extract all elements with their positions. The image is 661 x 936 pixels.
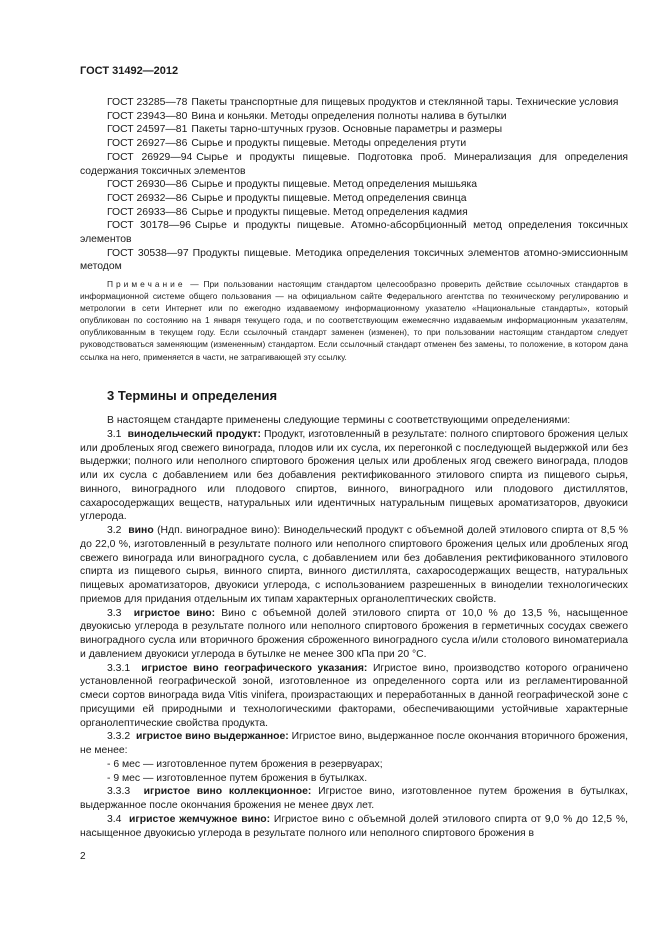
definition-text: (Ндп. виноградное вино): Винодельческий продукт с объемной долей этилового спирта от 8,5 % до 22,0 %, изготовленный в результате полного или неполного спиртового брожения целых или дробленых ягод свежего винограда или виноградного сусла, с добавлением или без добавления ректификованного этилового спирта из пищевого сырья, винного спирта, винного дистиллята, сахаросодержащих веществ, натуральных пищевых ароматизаторов, двуокиси углерода, с использованием разрешенных в виноделии технологических приемов для придания отдельным их типам характерных органолептических свойств. bbox=[80, 525, 628, 605]
reference-code: ГОСТ 26929—94 bbox=[107, 151, 193, 163]
section-title: 3 Термины и определения bbox=[107, 388, 278, 403]
reference-code: ГОСТ 26932—86 bbox=[107, 192, 188, 204]
term: игристое жемчужное вино: bbox=[129, 813, 271, 825]
paragraph bbox=[80, 524, 628, 607]
reference-item bbox=[80, 219, 628, 246]
document-header: ГОСТ 31492—2012 bbox=[80, 65, 179, 77]
term: винодельческий продукт: bbox=[127, 428, 261, 440]
page-number: 2 bbox=[80, 851, 86, 862]
clause-number: 3.4 bbox=[107, 813, 122, 825]
reference-item bbox=[80, 151, 628, 178]
paragraph bbox=[80, 607, 628, 662]
reference-item bbox=[80, 110, 628, 124]
clause-number: 3.1 bbox=[107, 428, 122, 440]
note bbox=[80, 278, 628, 363]
clause-number: 3.3.2 bbox=[107, 731, 131, 743]
reference-item bbox=[80, 137, 628, 151]
term: игристое вино: bbox=[133, 607, 216, 619]
normative-references bbox=[80, 96, 628, 274]
clause-number: 3.2 bbox=[107, 525, 122, 536]
reference-title: Сырье и продукты пищевые. Метод определения свинца bbox=[191, 192, 467, 204]
reference-code: ГОСТ 23943—80 bbox=[107, 110, 188, 122]
definition-text: Игристое вино с объемной долей этилового спирта от 9,0 % до 12,5 %, насыщенное двуокисью углерода в результате полного или неполного спиртового брожения в bbox=[80, 813, 628, 839]
reference-code: ГОСТ 30538—97 bbox=[107, 247, 189, 259]
reference-item bbox=[80, 123, 628, 137]
definition-text: Вино с объемной долей этилового спирта от 10,0 % до 13,5 %, насыщенное двуокисью углерода в результате полного или неполного спиртового брожения в герметичных сосудах свежего виноградного сусла или вторичного брожения сброженного виноградного сусла и/или столового виноматериала и давлением двуокиси углерода в бутылке не менее 300 кПа при 20 °С. bbox=[80, 607, 628, 660]
paragraph bbox=[80, 813, 628, 841]
reference-title: Продукты пищевые. Методика определения токсичных элементов атомно-эмиссионным методом bbox=[80, 247, 628, 273]
paragraph bbox=[80, 785, 628, 813]
note-text: — При пользовании настоящим стандартом целесообразно проверить действие ссылочных стандартов в информационной системе общего пользования — на официальном сайте Федерального агентства по техническому регулированию и метрологии в сети Интернет или по ежегодно издаваемому информационному указателю «Национальные стандарты», который опубликован по состоянию на 1 января текущего года, и по соответствующим ежемесячно издаваемым информационным указателям, опубликованным в текущем году. Если ссылочный стандарт заменен (изменен), то при пользовании настоящим стандартом следует руководствоваться заменяющим (измененным) стандартом. Если ссылочный стандарт отменен без замены, то положение, в котором дана ссылка на него, применяется в части, не затрагивающей эту ссылку. bbox=[80, 279, 629, 362]
term: вино bbox=[128, 525, 154, 536]
reference-code: ГОСТ 23285—78 bbox=[107, 97, 188, 108]
reference-title: Сырье и продукты пищевые. Метод определения кадмия bbox=[191, 206, 468, 218]
reference-code: ГОСТ 26930—86 bbox=[107, 179, 188, 191]
reference-item bbox=[80, 178, 628, 192]
paragraph bbox=[80, 414, 628, 428]
definition-text: - 6 мес — изготовленное путем брожения в резервуарах; bbox=[107, 758, 383, 770]
reference-code: ГОСТ 30178—96 bbox=[107, 220, 191, 232]
reference-code: ГОСТ 24597—81 bbox=[107, 124, 188, 136]
reference-title: Пакеты транспортные для пищевых продуктов и стеклянной тары. Технические условия bbox=[191, 97, 619, 108]
definition-text: В настоящем стандарте применены следующие термины с соответствующими определениями: bbox=[107, 415, 571, 426]
reference-code: ГОСТ 26927—86 bbox=[107, 138, 188, 150]
paragraph bbox=[80, 772, 628, 786]
term: игристое вино коллекционное: bbox=[143, 786, 312, 798]
reference-title: Сырье и продукты пищевые. Методы определения ртути bbox=[191, 138, 467, 150]
reference-title: Пакеты тарно-штучных грузов. Основные параметры и размеры bbox=[191, 124, 503, 136]
definition-text: Игристое вино, выдержанное после окончания вторичного брожения, не менее: bbox=[80, 731, 628, 756]
paragraph bbox=[80, 662, 628, 731]
reference-title: Сырье и продукты пищевые. Метод определения мышьяка bbox=[191, 179, 478, 191]
reference-title: Вина и коньяки. Методы определения полноты налива в бутылки bbox=[191, 110, 507, 122]
reference-item bbox=[80, 247, 628, 274]
clause-number: 3.3.1 bbox=[107, 662, 131, 674]
clause-number: 3.3.3 bbox=[107, 786, 131, 798]
reference-item bbox=[80, 96, 628, 110]
term: игристое вино географического указания: bbox=[141, 662, 368, 674]
reference-item bbox=[80, 192, 628, 206]
reference-code: ГОСТ 26933—86 bbox=[107, 206, 188, 218]
note-label: Примечание bbox=[107, 279, 186, 289]
definition-text: Игристое вино, производство которого ограничено установленной географической зоной, изготовленное из определенного сорта или из регламентированной смеси сортов винограда вида Vitis vinifera, произрастающих и переработанных в данной географической зоне с присущими ей природными и технологическими факторами, обеспечивающими устойчивые характерные органолептические свойства продукта. bbox=[80, 662, 629, 729]
paragraph bbox=[80, 730, 628, 758]
paragraph bbox=[80, 428, 628, 524]
reference-title: Сырье и продукты пищевые. Атомно-абсорбционный метод определения токсичных элементов bbox=[80, 220, 628, 246]
paragraph bbox=[80, 758, 628, 772]
reference-item bbox=[80, 206, 628, 220]
clause-number: 3.3 bbox=[107, 607, 122, 619]
term: игристое вино выдержанное: bbox=[135, 731, 289, 743]
terms-body bbox=[80, 414, 628, 840]
definition-text: Игристое вино, изготовленное путем брожения в бутылках, выдержанное после окончания брожения не менее двух лет. bbox=[80, 786, 629, 811]
definition-text: - 9 мес — изготовленное путем брожения в бутылках. bbox=[107, 772, 368, 784]
definition-text: Продукт, изготовленный в результате: полного спиртового брожения целых или дробленых ягод свежего винограда, плодов или их сусла, их перегонкой с последующей выдержкой или без выдержки; полного или неполного спиртового брожения целых или дробленых ягод свежего винограда, плодов или их сусла с добавлением или без добавления ректификованного этилового спирта из пищевого сырья, винного, виноградного или плодового спиртов, винного, виноградного или плодового дистиллятов, сахаросодержащих веществ, натуральных или идентичных натуральным пищевых ароматизаторов, двуокиси углерода. bbox=[80, 428, 628, 523]
reference-title: Сырье и продукты пищевые. Подготовка проб. Минерализация для определения содержания токсичных элементов bbox=[80, 151, 628, 177]
